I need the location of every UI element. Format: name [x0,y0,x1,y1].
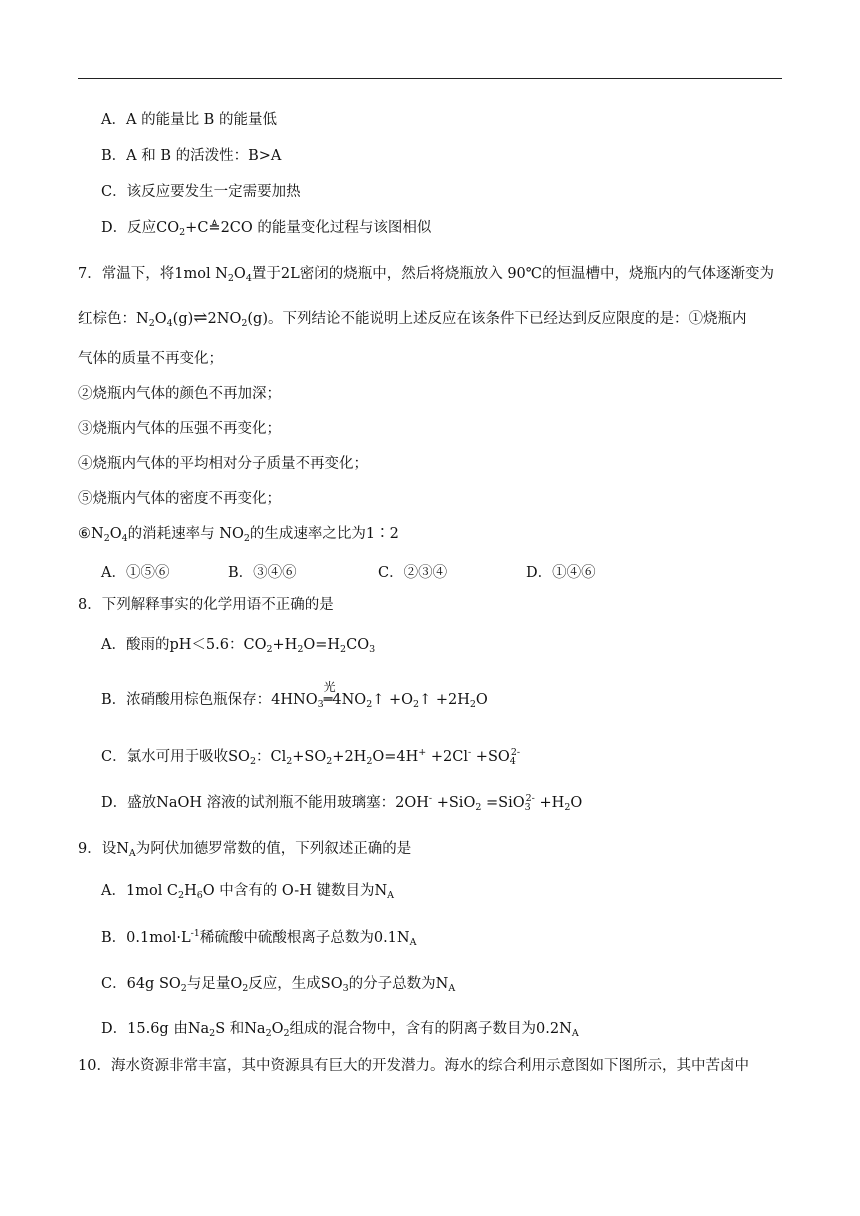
q7-stem-line1: 7．常温下，将1mol $N_2O_4$置于2L密闭的烧瓶中，然后将烧瓶放入 90℃的恒温槽中，烧瓶内的气体逐渐变为 [78,266,774,284]
q7-item-3: ③烧瓶内气体的压强不再变化； [78,421,281,437]
q8-stem: 8．下列解释事实的化学用语不正确的是 [78,597,334,613]
q7-option-b: B．③④⑥ [228,565,297,581]
q6-option-b: B．A 和 B 的活泼性：B>A [101,148,282,164]
header-rule [78,78,782,79]
q7-item-2: ②烧瓶内气体的颜色不再加深； [78,386,281,402]
q6-option-a: A．A 的能量比 B 的能量低 [101,112,277,128]
q10-stem: 10．海水资源非常丰富，其中资源具有巨大的开发潜力。海水的综合利用示意图如下图所示，其中苦卤中 [78,1058,749,1074]
q9-option-a: A．1mol $C_2H_6O$ 中含有的 O-H 键数目为$N_A$ [101,883,395,901]
q6-option-c: C．该反应要发生一定需要加热 [101,184,301,200]
q7-item-4: ④烧瓶内气体的平均相对分子质量不再变化； [78,456,368,472]
q7-item-6: $⑥N_2O_4$的消耗速率与 $NO_2$的生成速率之比为1∶2 [78,526,399,544]
q9-stem: 9．设$N_A$为阿伏加德罗常数的值，下列叙述正确的是 [78,841,412,859]
q9-option-b: B．$0.1mol\cdot L^{-1}$稀硫酸中硫酸根离子总数为$0.1N_A$ [101,928,417,948]
q7-option-c: C．②③④ [378,565,448,581]
light-condition-arrow: 光 ═ [323,680,336,708]
q8-option-d: D．盛放NaOH 溶液的试剂瓶不能用玻璃塞：$2OH^- +SiO_2 =SiO_3^{2-} +H_2O$ [101,793,583,813]
q7-item-5: ⑤烧瓶内气体的密度不再变化； [78,491,281,507]
q8-option-b: B．浓硝酸用棕色瓶保存：$4HNO_3$ 光 $═4NO_2↑$ $+O_2↑ +2H_2O$ [101,680,488,710]
q7-stem-line2: 红棕色：$N_2O_4(g)\rightleftharpoons 2NO_2(g)$。下列结论不能说明上述反应在该条件下已经达到反应限度的是：①烧瓶内 [78,308,747,329]
q9-option-d: D．15.6g 由$Na_2S$ 和$Na_2O_2$组成的混合物中，含有的阴离子数目为$0.2N_A$ [101,1021,579,1039]
q7-equation: $N_2O_4(g)\rightleftharpoons 2NO_2(g)$ [136,308,268,329]
q6-option-d: D．反应$CO_2+C≜2CO$ 的能量变化过程与该图相似 [101,220,432,238]
q7-option-d: D．①④⑥ [526,565,596,581]
q8-option-c: C．氯水可用于吸收$SO_2$：$Cl_2+SO_2+2H_2O=4H^+ +2Cl^- +SO_4^{2-}$ [101,747,521,767]
q7-option-a: A．①⑤⑥ [101,565,170,581]
q7-stem-line3: 气体的质量不再变化； [78,351,223,367]
q9-option-c: C．64g $SO_2$与足量$O_2$反应，生成$SO_3$的分子总数为$N_A$ [101,976,456,994]
q8-option-a: A．酸雨的pH＜5.6：$CO_2+H_2O=H_2CO_3$ [101,637,376,655]
